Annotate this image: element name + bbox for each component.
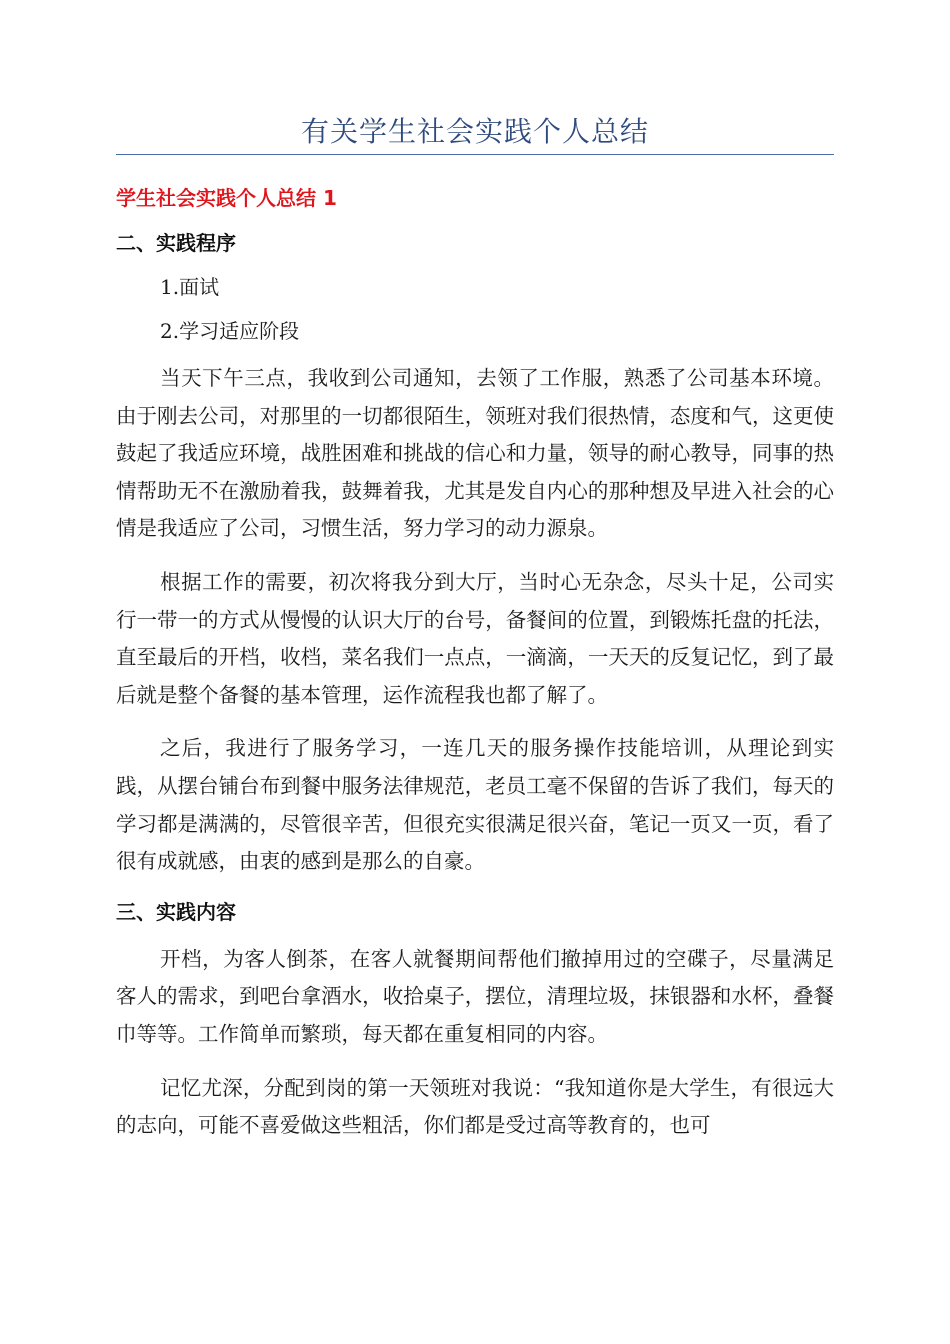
paragraph: 根据工作的需要，初次将我分到大厅，当时心无杂念，尽头十足，公司实行一带一的方式从慢慢的认识大厅的台号，备餐间的位置，到锻炼托盘的托法，直至最后的开档，收档，菜名我们一点点，一滴滴，一天天的反复记忆，到了最后就是整个备餐的基本管理，运作流程我也都了解了。 <box>116 569 834 707</box>
paragraph: 开档，为客人倒茶，在客人就餐期间帮他们撤掉用过的空碟子，尽量满足客人的需求，到吧台拿酒水，收拾桌子，摆位，清理垃圾，抹银器和水杯，叠餐巾等等。工作简单而繁琐，每天都在重复相同的内容。 <box>116 946 834 1046</box>
heading-practice-content: 三、实践内容 <box>116 899 236 924</box>
document-body <box>116 174 834 1161</box>
paragraph: 当天下午三点，我收到公司通知，去领了工作服，熟悉了公司基本环境。由于刚去公司，对那里的一切都很陌生，领班对我们很热情，态度和气，这更使鼓起了我适应环境，战胜困难和挑战的信心和力量，领导的耐心教导，同事的热情帮助无不在激励着我，鼓舞着我，尤其是发自内心的那种想及早进入社会的心情是我适应了公司，习惯生活，努力学习的动力源泉。 <box>116 366 834 541</box>
list-item-adaptation: 2.学习适应阶段 <box>160 319 300 343</box>
paragraph: 记忆尤深，分配到岗的第一天领班对我说：“我知道你是大学生，有很远大的志向，可能不喜爱做这些粗活，你们都是受过高等教育的，也可 <box>116 1075 834 1138</box>
document-title: 有关学生社会实践个人总结 <box>300 115 649 148</box>
paragraph: 之后，我进行了服务学习，一连几天的服务操作技能培训，从理论到实践，从摆台铺台布到餐中服务法律规范，老员工毫不保留的告诉了我们，每天的学习都是满满的，尽管很辛苦，但很充实很满足很兴奋，笔记一页又一页，看了很有成就感，由衷的感到是那么的自豪。 <box>116 736 834 874</box>
heading-practice-procedure: 二、实践程序 <box>116 231 236 255</box>
title-underline <box>116 154 834 155</box>
section-title: 学生社会实践个人总结 1 <box>116 186 337 210</box>
list-item-interview: 1.面试 <box>160 275 220 299</box>
